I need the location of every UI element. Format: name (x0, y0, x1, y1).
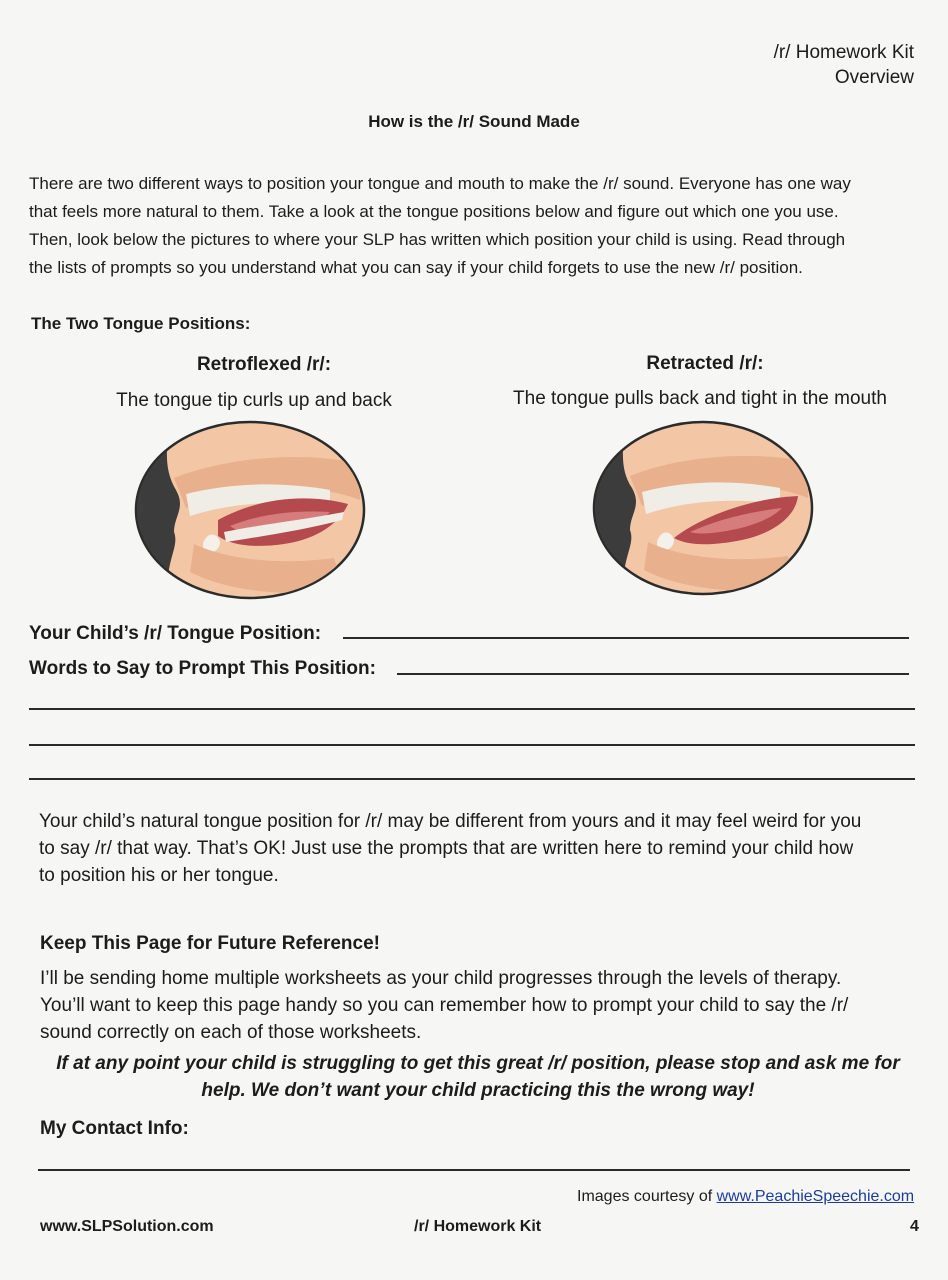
positions-heading: The Two Tongue Positions: (31, 314, 251, 333)
prompt-words-line[interactable] (29, 708, 915, 710)
keep-line: I’ll be sending home multiple worksheets as your child progresses through the levels of therapy. (40, 968, 842, 989)
page-title: How is the /r/ Sound Made (368, 112, 580, 131)
retracted-title: Retracted /r/: (646, 353, 764, 374)
retroflexed-title: Retroflexed /r/: (196, 354, 332, 375)
retroflexed-mouth-icon (134, 420, 368, 602)
keep-line: You’ll want to keep this page handy so you can remember how to prompt your child to say the /r/ (40, 995, 849, 1016)
prompt-words-input-line[interactable] (397, 673, 909, 675)
prompt-words-label: Words to Say to Prompt This Position: (29, 658, 376, 679)
warning-paragraph (32, 1050, 924, 1104)
warning-line: help. We don’t want your child practicing this the wrong way! (201, 1080, 755, 1101)
note-line: Your child’s natural tongue position for /r/ may be different from yours and it may feel weird for you (39, 811, 862, 832)
keep-paragraph (40, 965, 920, 1046)
page-number: 4 (910, 1218, 919, 1235)
contact-label: My Contact Info: (40, 1118, 189, 1139)
contact-input-line[interactable] (38, 1169, 910, 1171)
prompt-words-line[interactable] (29, 778, 915, 780)
intro-line: Then, look below the pictures to where your SLP has written which position your child is using. Read through (29, 230, 846, 249)
header-kit-name: /r/ Homework Kit (773, 42, 914, 63)
prompt-words-line[interactable] (29, 744, 915, 746)
intro-paragraph (29, 170, 924, 282)
intro-line: the lists of prompts so you understand what you can say if your child forgets to use the new /r/ position. (29, 258, 803, 277)
note-line: to say /r/ that way. That’s OK! Just use the prompts that are written here to remind your child how (39, 838, 854, 859)
credit-prefix: Images courtesy of (577, 1188, 713, 1205)
retroflexed-description: The tongue tip curls up and back (116, 390, 392, 411)
warning-line: If at any point your child is struggling to get this great /r/ position, please stop and ask me for (56, 1053, 900, 1074)
note-paragraph (39, 808, 919, 889)
retracted-mouth-icon (592, 420, 816, 598)
note-line: to position his or her tongue. (39, 865, 279, 886)
intro-line: that feels more natural to them. Take a look at the tongue positions below and figure out which one you use. (29, 202, 839, 221)
page-header (774, 40, 914, 90)
credit-link[interactable]: www.PeachieSpeechie.com (716, 1188, 915, 1205)
intro-line: There are two different ways to position your tongue and mouth to make the /r/ sound. Everyone has one way (29, 174, 851, 193)
retracted-description: The tongue pulls back and tight in the mouth (513, 388, 887, 409)
keep-line: sound correctly on each of those worksheets. (40, 1022, 422, 1043)
footer-kit-name: /r/ Homework Kit (414, 1218, 542, 1235)
keep-heading: Keep This Page for Future Reference! (40, 933, 380, 954)
child-position-input-line[interactable] (343, 637, 909, 639)
image-credit (577, 1188, 914, 1206)
child-position-label: Your Child’s /r/ Tongue Position: (29, 623, 322, 644)
footer-website[interactable]: www.SLPSolution.com (40, 1218, 214, 1235)
header-section: Overview (834, 67, 914, 88)
